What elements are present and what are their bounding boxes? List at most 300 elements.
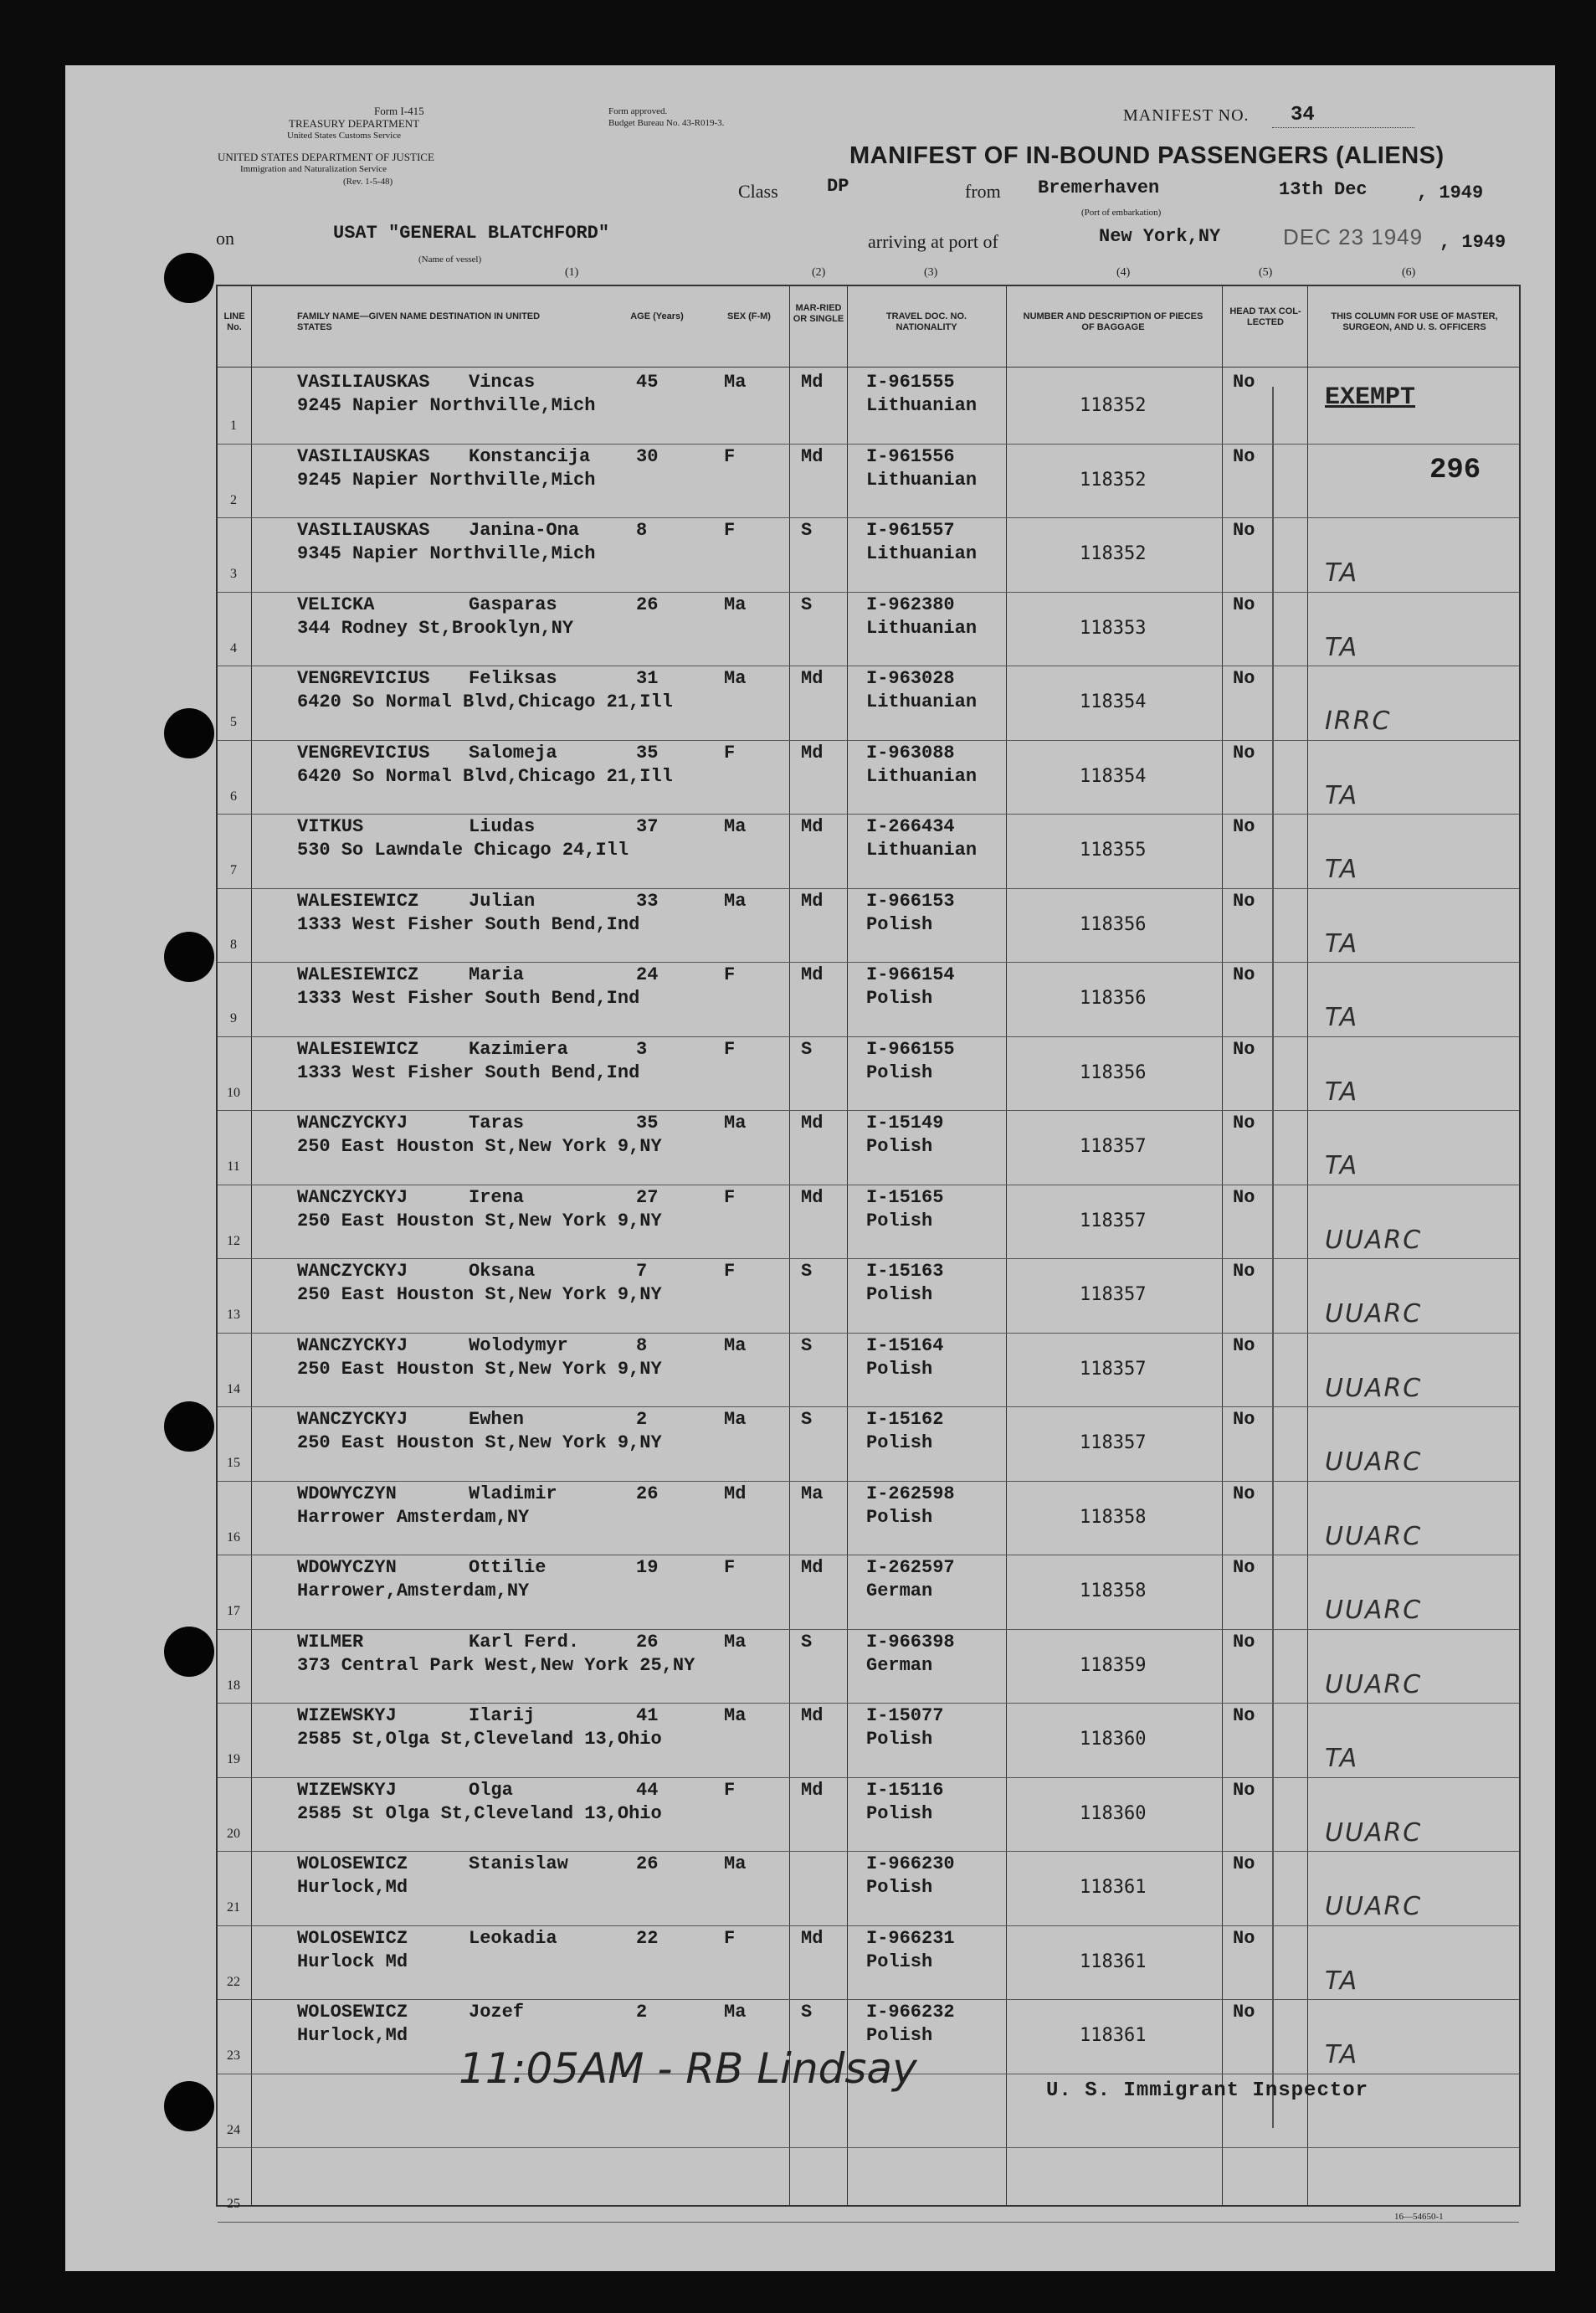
nationality: Polish — [866, 913, 933, 935]
binder-hole — [164, 1401, 214, 1452]
destination: Harrower Amsterdam,NY — [297, 1506, 530, 1528]
officer-note: UUARC — [1325, 1817, 1423, 1848]
class-label: Class — [738, 181, 778, 202]
age: 35 — [636, 1113, 659, 1133]
officer-note: TA — [1325, 1966, 1359, 1996]
line-number: 25 — [227, 2197, 240, 2211]
family-name: VENGREVICIUS — [297, 742, 430, 763]
given-name: Stanislaw — [469, 1853, 568, 1874]
inspector-label: U. S. Immigrant Inspector — [1046, 2079, 1369, 2102]
given-name: Leokadia — [469, 1927, 557, 1949]
head-tax: No — [1233, 1186, 1255, 1208]
destination: Harrower,Amsterdam,NY — [297, 1581, 530, 1601]
family-name: VASILIAUSKAS — [297, 372, 430, 393]
destination: 2585 St Olga St,Cleveland 13,Ohio — [297, 1802, 662, 1824]
travel-doc: I-262598 — [866, 1483, 955, 1504]
travel-doc: I-966398 — [866, 1631, 955, 1653]
officer-note: IRRC — [1325, 707, 1392, 736]
family-name: WOLOSEWICZ — [297, 1927, 408, 1949]
officer-note: UUARC — [1325, 1669, 1423, 1699]
destination: Hurlock,Md — [297, 2025, 408, 2046]
line-number: 3 — [230, 567, 237, 581]
officer-note: TA — [1325, 558, 1359, 588]
nationality: Polish — [866, 2025, 933, 2046]
travel-doc: I-963028 — [866, 668, 955, 689]
head-tax: No — [1233, 445, 1255, 467]
head-tax: No — [1233, 964, 1255, 985]
line-number: 18 — [227, 1678, 240, 1693]
nationality: Polish — [866, 988, 933, 1009]
given-name: Feliksas — [469, 668, 557, 689]
sex: Ma — [724, 816, 747, 837]
marital-status: Md — [801, 1705, 824, 1726]
binder-hole — [164, 2081, 214, 2131]
travel-doc: I-966232 — [866, 2002, 955, 2023]
table-row — [218, 1630, 1519, 1704]
sex: F — [724, 1038, 736, 1060]
marital-status: Md — [801, 816, 824, 837]
line-number: 17 — [227, 1604, 240, 1618]
age: 30 — [636, 445, 659, 467]
family-name: VASILIAUSKAS — [297, 445, 430, 467]
age: 45 — [636, 372, 659, 393]
line-number: 22 — [227, 1974, 240, 1989]
manifest-no-value: 34 — [1291, 104, 1315, 126]
age: 33 — [636, 890, 659, 912]
baggage-no: 118357 — [1080, 1210, 1147, 1231]
age: 35 — [636, 742, 659, 763]
vessel-caption: (Name of vessel) — [418, 254, 482, 265]
baggage-no: 118354 — [1080, 691, 1147, 712]
footer-code: 16—54650-1 — [1394, 2212, 1444, 2222]
header-rule — [218, 367, 1519, 368]
given-name: Ottilie — [469, 1557, 547, 1578]
baggage-no: 118355 — [1080, 840, 1147, 861]
sex: Ma — [724, 1631, 747, 1653]
marital-status: S — [801, 1261, 813, 1282]
line-number: 4 — [230, 640, 237, 655]
travel-doc: I-15149 — [866, 1113, 944, 1133]
revision: (Rev. 1-5-48) — [343, 177, 393, 187]
line-number: 19 — [227, 1752, 240, 1766]
sex: F — [724, 1186, 736, 1208]
age: 26 — [636, 594, 659, 615]
baggage-no: 118359 — [1080, 1654, 1147, 1676]
officer-note: TA — [1325, 1151, 1359, 1180]
marital-status: Md — [801, 372, 824, 393]
head-tax: No — [1233, 2002, 1255, 2023]
col-num-6: (6) — [1402, 266, 1416, 279]
nationality: Polish — [866, 1061, 933, 1083]
nationality: Lithuanian — [866, 840, 978, 861]
head-tax: No — [1233, 1038, 1255, 1060]
table-row — [218, 1185, 1519, 1259]
marital-status: S — [801, 1631, 813, 1653]
given-name: Julian — [469, 890, 536, 912]
head-tax: No — [1233, 1631, 1255, 1653]
table-row — [218, 518, 1519, 592]
col-num-1: (1) — [565, 266, 579, 279]
travel-doc: I-966155 — [866, 1038, 955, 1060]
given-name: Maria — [469, 964, 525, 985]
age: 31 — [636, 668, 659, 689]
given-name: Oksana — [469, 1261, 536, 1282]
line-number: 11 — [227, 1159, 240, 1174]
page-stamp: 296 — [1429, 455, 1481, 486]
given-name: Ilarij — [469, 1705, 536, 1726]
nationality: German — [866, 1654, 933, 1676]
destination: 250 East Houston St,New York 9,NY — [297, 1432, 662, 1453]
sex: F — [724, 964, 736, 985]
travel-doc: I-966154 — [866, 964, 955, 985]
officer-note: UUARC — [1325, 1373, 1423, 1403]
table-row — [218, 815, 1519, 888]
form-approved: Form approved. — [608, 106, 668, 116]
table-row — [218, 889, 1519, 963]
destination: 530 So Lawndale Chicago 24,Ill — [297, 840, 629, 861]
nationality: German — [866, 1581, 933, 1601]
head-tax: No — [1233, 520, 1255, 541]
given-name: Liudas — [469, 816, 536, 837]
inspector-signature: 11:05AM - RB Lindsay — [459, 2044, 917, 2093]
sex: Md — [724, 1483, 747, 1504]
table-row — [218, 1555, 1519, 1629]
family-name: WANCZYCKYJ — [297, 1113, 408, 1133]
destination: Hurlock,Md — [297, 1877, 408, 1898]
table-row — [218, 593, 1519, 666]
sex: Ma — [724, 594, 747, 615]
class-value: DP — [827, 176, 849, 197]
family-name: VELICKA — [297, 594, 375, 615]
officer-note: UUARC — [1325, 1299, 1423, 1329]
head-tax: No — [1233, 890, 1255, 912]
nationality: Polish — [866, 1136, 933, 1157]
travel-doc: I-15077 — [866, 1705, 944, 1726]
destination: 6420 So Normal Blvd,Chicago 21,Ill — [297, 765, 673, 787]
nationality: Polish — [866, 1210, 933, 1231]
line-number: 14 — [227, 1381, 240, 1396]
line-number: 20 — [227, 1826, 240, 1841]
baggage-no: 118361 — [1080, 2025, 1147, 2046]
nationality: Polish — [866, 1729, 933, 1750]
baggage-no: 118357 — [1080, 1432, 1147, 1453]
destination: Hurlock Md — [297, 1951, 408, 1972]
nationality: Lithuanian — [866, 691, 978, 712]
officer-note: TA — [1325, 1077, 1359, 1107]
age: 7 — [636, 1261, 648, 1282]
nationality: Polish — [866, 1506, 933, 1528]
family-name: WILMER — [297, 1631, 364, 1653]
head-tax: No — [1233, 1483, 1255, 1504]
head-tax: No — [1233, 668, 1255, 689]
travel-doc: I-963088 — [866, 742, 955, 763]
line-number: 10 — [227, 1085, 240, 1100]
travel-doc: I-966153 — [866, 890, 955, 912]
family-name: WIZEWSKYJ — [297, 1779, 397, 1801]
baggage-no: 118360 — [1080, 1729, 1147, 1750]
embark-caption: (Port of embarkation) — [1081, 208, 1162, 218]
head-tax: No — [1233, 1261, 1255, 1282]
head-tax: No — [1233, 1557, 1255, 1578]
baggage-no: 118357 — [1080, 1358, 1147, 1380]
baggage-no: 118352 — [1080, 469, 1147, 491]
baggage-no: 118358 — [1080, 1581, 1147, 1601]
row-rule — [218, 2222, 1519, 2223]
officer-note: UUARC — [1325, 1596, 1423, 1625]
family-name: WOLOSEWICZ — [297, 1853, 408, 1874]
baggage-no: 118354 — [1080, 765, 1147, 787]
destination: 250 East Houston St,New York 9,NY — [297, 1136, 662, 1157]
family-name: WANCZYCKYJ — [297, 1334, 408, 1356]
line-number: 8 — [230, 937, 237, 952]
line-number: 21 — [227, 1900, 240, 1915]
marital-status: Ma — [801, 1483, 824, 1504]
sex: Ma — [724, 890, 747, 912]
destination: 1333 West Fisher South Bend,Ind — [297, 1061, 640, 1083]
nationality: Lithuanian — [866, 765, 978, 787]
age: 8 — [636, 520, 648, 541]
given-name: Karl Ferd. — [469, 1631, 580, 1653]
line-number: 5 — [230, 715, 237, 729]
age: 2 — [636, 1409, 648, 1430]
table-row — [218, 1259, 1519, 1333]
table-row — [218, 1778, 1519, 1852]
marital-status: S — [801, 1409, 813, 1430]
table-row — [218, 1037, 1519, 1111]
sex: Ma — [724, 668, 747, 689]
officer-note: TA — [1325, 1003, 1359, 1032]
binder-hole — [164, 932, 214, 982]
nationality: Polish — [866, 1358, 933, 1380]
binder-hole — [164, 708, 214, 758]
head-tax: No — [1233, 1113, 1255, 1133]
given-name: Konstancija — [469, 445, 591, 467]
age: 26 — [636, 1631, 659, 1653]
marital-status: Md — [801, 964, 824, 985]
nationality: Polish — [866, 1877, 933, 1898]
given-name: Vincas — [469, 372, 536, 393]
table-row — [218, 370, 1519, 444]
table-row — [218, 1704, 1519, 1777]
customs-service: United States Customs Service — [287, 131, 401, 141]
family-name: VASILIAUSKAS — [297, 520, 430, 541]
destination: 1333 West Fisher South Bend,Ind — [297, 988, 640, 1009]
sex: F — [724, 1261, 736, 1282]
table-row — [218, 1111, 1519, 1185]
marital-status: S — [801, 1334, 813, 1356]
baggage-no: 118357 — [1080, 1136, 1147, 1157]
sex: Ma — [724, 2002, 747, 2023]
head-tax: No — [1233, 372, 1255, 393]
sex: Ma — [724, 1409, 747, 1430]
sex: F — [724, 742, 736, 763]
arrival-date-stamp: DEC 23 1949 — [1283, 224, 1424, 249]
officer-note: TA — [1325, 928, 1359, 959]
nationality: Lithuanian — [866, 617, 978, 639]
family-name: VITKUS — [297, 816, 364, 837]
travel-doc: I-961556 — [866, 445, 955, 467]
arriving-label: arriving at port of — [868, 231, 998, 252]
baggage-no: 118356 — [1080, 988, 1147, 1009]
given-name: Salomeja — [469, 742, 557, 763]
destination: 2585 St,Olga St,Cleveland 13,Ohio — [297, 1729, 662, 1750]
destination: 373 Central Park West,New York 25,NY — [297, 1654, 695, 1676]
given-name: Ewhen — [469, 1409, 525, 1430]
sex: Ma — [724, 372, 747, 393]
family-name: WDOWYCZYN — [297, 1557, 397, 1578]
sex: F — [724, 445, 736, 467]
line-number: 24 — [227, 2122, 240, 2137]
line-number: 23 — [227, 2048, 240, 2063]
vessel-name: USAT "GENERAL BLATCHFORD" — [333, 223, 610, 244]
age: 26 — [636, 1483, 659, 1504]
nationality: Polish — [866, 1951, 933, 1972]
officer-note: TA — [1325, 780, 1359, 810]
officer-note: UUARC — [1325, 1447, 1423, 1477]
on-label: on — [216, 228, 234, 249]
col-married-header: MAR-RIED OR SINGLE — [793, 303, 844, 324]
given-name: Irena — [469, 1186, 525, 1208]
nationality: Polish — [866, 1802, 933, 1824]
embark-date: 13th Dec — [1279, 179, 1368, 200]
line-number: 15 — [227, 1456, 240, 1470]
table-row — [218, 1852, 1519, 1925]
officer-note: TA — [1325, 855, 1359, 884]
age: 24 — [636, 964, 659, 985]
embark-year: , 1949 — [1417, 182, 1484, 203]
line-number: 12 — [227, 1233, 240, 1248]
table-row — [218, 666, 1519, 740]
marital-status: Md — [801, 742, 824, 763]
age: 2 — [636, 2002, 648, 2023]
destination: 344 Rodney St,Brooklyn,NY — [297, 617, 574, 639]
table-row-empty — [218, 2148, 1519, 2222]
travel-doc: I-266434 — [866, 816, 955, 837]
head-tax: No — [1233, 742, 1255, 763]
table-row — [218, 445, 1519, 518]
baggage-no: 118352 — [1080, 395, 1147, 416]
nationality: Polish — [866, 1432, 933, 1453]
age: 3 — [636, 1038, 648, 1060]
col-travel-header: TRAVEL DOC. NO. NATIONALITY — [885, 311, 967, 332]
given-name: Olga — [469, 1779, 513, 1801]
table-row — [218, 963, 1519, 1036]
officer-note: UUARC — [1325, 1521, 1423, 1551]
destination: 9245 Napier Northville,Mich — [297, 469, 596, 491]
given-name: Gasparas — [469, 594, 557, 615]
age: 26 — [636, 1853, 659, 1874]
given-name: Janina-Ona — [469, 520, 580, 541]
age: 8 — [636, 1334, 648, 1356]
travel-doc: I-262597 — [866, 1557, 955, 1578]
destination: 250 East Houston St,New York 9,NY — [297, 1210, 662, 1231]
marital-status: Md — [801, 890, 824, 912]
destination: 9345 Napier Northville,Mich — [297, 543, 596, 564]
nationality: Lithuanian — [866, 543, 978, 564]
head-tax: No — [1233, 1927, 1255, 1949]
travel-doc: I-15116 — [866, 1779, 944, 1801]
baggage-no: 118361 — [1080, 1951, 1147, 1972]
officer-margin-line — [1272, 387, 1274, 2128]
justice-dept: UNITED STATES DEPARTMENT OF JUSTICE — [218, 151, 434, 163]
family-name: WANCZYCKYJ — [297, 1186, 408, 1208]
table-row — [218, 1926, 1519, 2000]
col-officers-header: THIS COLUMN FOR USE OF MASTER, SURGEON, AND U. S. OFFICERS — [1331, 311, 1498, 332]
marital-status: Md — [801, 1927, 824, 1949]
head-tax: No — [1233, 1334, 1255, 1356]
family-name: WANCZYCKYJ — [297, 1261, 408, 1282]
baggage-no: 118353 — [1080, 617, 1147, 639]
baggage-no: 118357 — [1080, 1284, 1147, 1305]
col-tax-header: HEAD TAX COL-LECTED — [1229, 306, 1301, 327]
family-name: WANCZYCKYJ — [297, 1409, 408, 1430]
destination: 6420 So Normal Blvd,Chicago 21,Ill — [297, 691, 673, 712]
sex: F — [724, 1927, 736, 1949]
ins-label: Immigration and Naturalization Service — [240, 164, 387, 174]
form-number: Form I-415 — [374, 105, 424, 117]
marital-status: Md — [801, 445, 824, 467]
age: 41 — [636, 1705, 659, 1726]
line-number: 1 — [230, 419, 237, 433]
baggage-no: 118361 — [1080, 1877, 1147, 1898]
family-name: WIZEWSKYJ — [297, 1705, 397, 1726]
baggage-no: 118352 — [1080, 543, 1147, 564]
marital-status: Md — [801, 668, 824, 689]
line-number: 7 — [230, 863, 237, 877]
line-number: 2 — [230, 492, 237, 507]
family-name: WOLOSEWICZ — [297, 2002, 408, 2023]
travel-doc: I-15163 — [866, 1261, 944, 1282]
family-name: VENGREVICIUS — [297, 668, 430, 689]
col-age-header: AGE (Years) — [630, 311, 684, 321]
marital-status: Md — [801, 1557, 824, 1578]
sex: Ma — [724, 1334, 747, 1356]
travel-doc: I-961555 — [866, 372, 955, 393]
nationality: Lithuanian — [866, 469, 978, 491]
sex: F — [724, 520, 736, 541]
col-baggage-header: NUMBER AND DESCRIPTION OF PIECES OF BAGGAGE — [1023, 311, 1203, 332]
embark-port: Bremerhaven — [1038, 177, 1160, 198]
col-num-2: (2) — [812, 266, 826, 279]
line-number: 6 — [230, 789, 237, 804]
arrival-year: , 1949 — [1439, 232, 1506, 253]
officer-note: UUARC — [1325, 1225, 1423, 1255]
sex: Ma — [724, 1113, 747, 1133]
head-tax: No — [1233, 1779, 1255, 1801]
table-row — [218, 1334, 1519, 1407]
family-name: WALESIEWICZ — [297, 1038, 419, 1060]
destination: 250 East Houston St,New York 9,NY — [297, 1358, 662, 1380]
given-name: Wolodymyr — [469, 1334, 568, 1356]
travel-doc: I-966230 — [866, 1853, 955, 1874]
destination: 250 East Houston St,New York 9,NY — [297, 1284, 662, 1305]
age: 44 — [636, 1779, 659, 1801]
manifest-title: MANIFEST OF IN-BOUND PASSENGERS (ALIENS) — [849, 142, 1445, 169]
passenger-table — [216, 266, 1521, 2211]
given-name: Taras — [469, 1113, 525, 1133]
marital-status: S — [801, 1038, 813, 1060]
given-name: Jozef — [469, 2002, 525, 2023]
marital-status: Md — [801, 1186, 824, 1208]
col-num-5: (5) — [1259, 266, 1273, 279]
col-num-3: (3) — [924, 266, 938, 279]
manifest-no-underline — [1272, 127, 1414, 128]
table-row — [218, 741, 1519, 815]
officer-note: TA — [1325, 1744, 1359, 1773]
treasury-dept: TREASURY DEPARTMENT — [289, 117, 420, 130]
sex: Ma — [724, 1853, 747, 1874]
sex: Ma — [724, 1705, 747, 1726]
